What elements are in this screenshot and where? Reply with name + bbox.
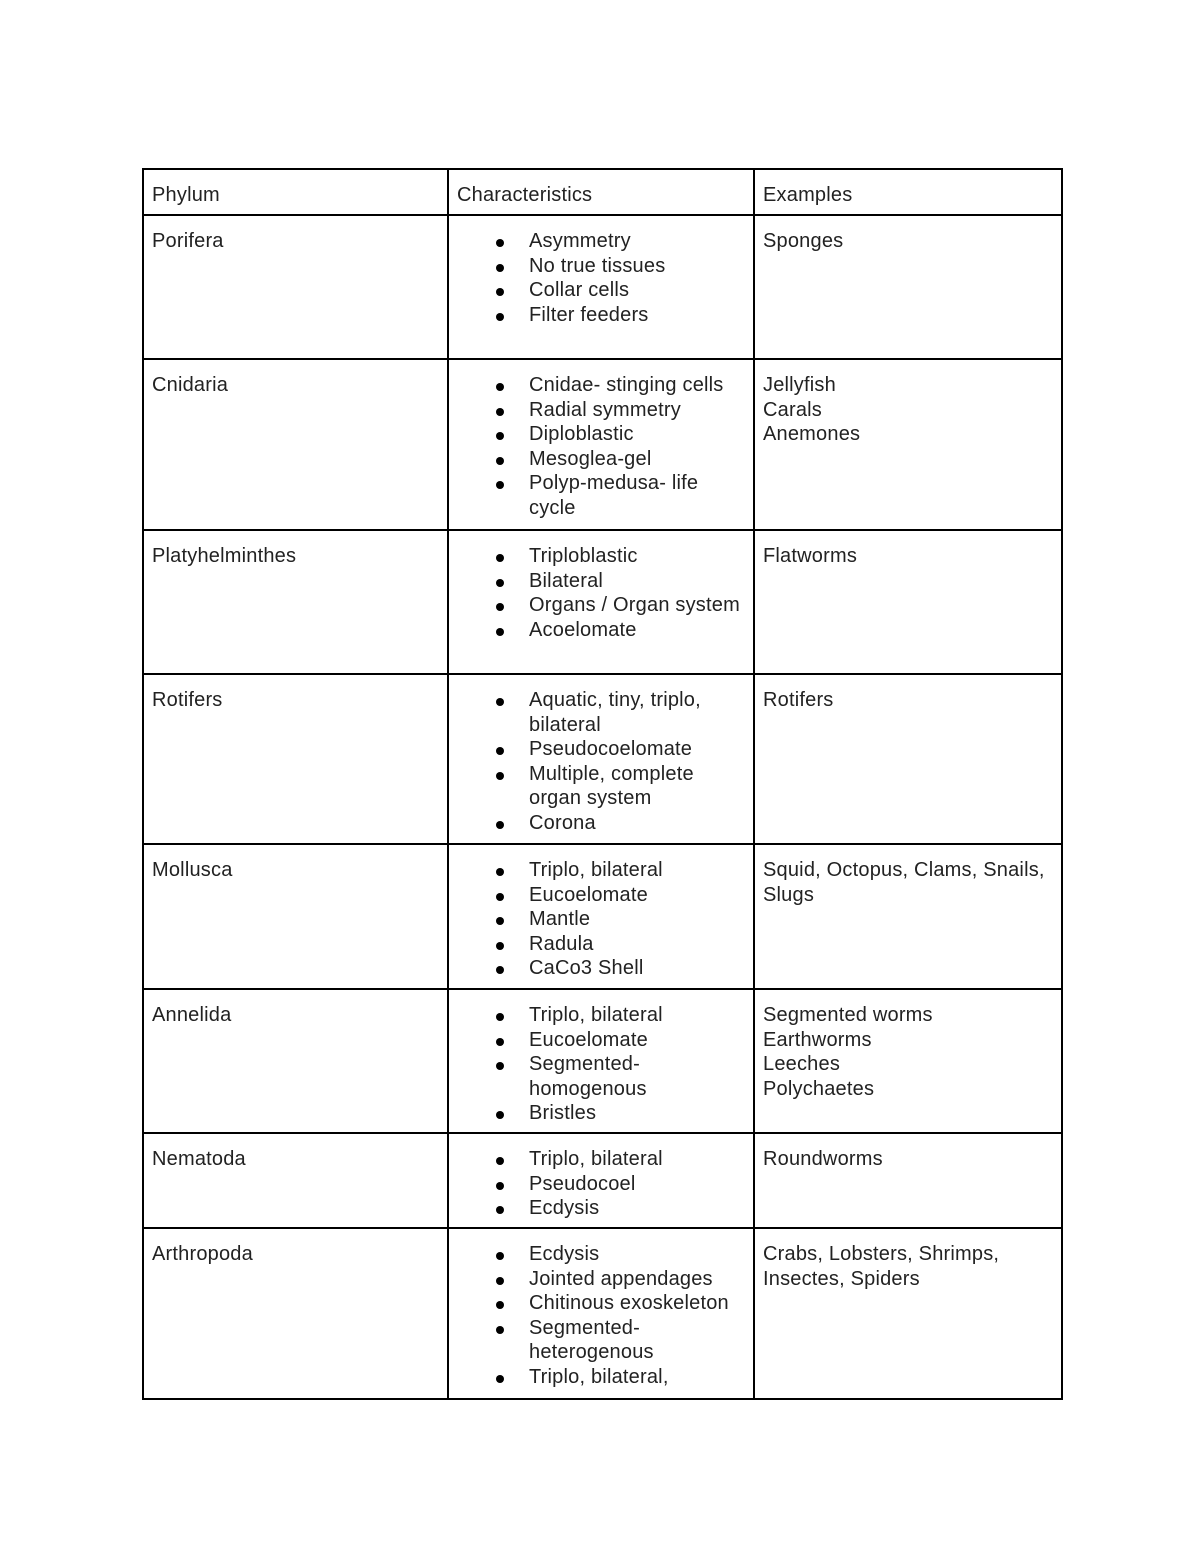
phylum-table [142, 168, 1063, 1400]
characteristics-list [449, 1134, 753, 1221]
table-row [143, 215, 1062, 359]
list-item: Bilateral [529, 569, 745, 594]
list-item: Segmented-heterogenous [529, 1316, 745, 1365]
list-item: Pseudocoel [529, 1172, 745, 1197]
characteristics-list [449, 675, 753, 836]
table-row [143, 1133, 1062, 1228]
examples-cell: Flatworms [754, 530, 1062, 674]
examples-cell: Roundworms [754, 1133, 1062, 1228]
characteristics-cell [448, 844, 754, 989]
characteristics-list [449, 531, 753, 642]
list-item: Aquatic, tiny, triplo, bilateral [529, 688, 745, 737]
characteristics-list [449, 1229, 753, 1390]
list-item: Ecdysis [529, 1242, 745, 1267]
phylum-cell: Mollusca [143, 844, 448, 989]
characteristics-cell [448, 1228, 754, 1399]
list-item: Radula [529, 932, 745, 957]
examples-cell: Segmented worms Earthworms Leeches Polychaetes [754, 989, 1062, 1133]
examples-cell: Sponges [754, 215, 1062, 359]
header-characteristics: Characteristics [448, 169, 754, 215]
list-item: Triplo, bilateral [529, 1147, 745, 1172]
phylum-cell: Platyhelminthes [143, 530, 448, 674]
list-item: Mesoglea-gel [529, 447, 745, 472]
examples-cell: Jellyfish Carals Anemones [754, 359, 1062, 530]
list-item: Jointed appendages [529, 1267, 745, 1292]
list-item: CaCo3 Shell [529, 956, 745, 981]
characteristics-cell [448, 530, 754, 674]
list-item: Asymmetry [529, 229, 745, 254]
phylum-cell: Nematoda [143, 1133, 448, 1228]
list-item: Filter feeders [529, 303, 745, 328]
characteristics-cell [448, 359, 754, 530]
table-row [143, 359, 1062, 530]
list-item: Eucoelomate [529, 1028, 745, 1053]
list-item: Ecdysis [529, 1196, 745, 1221]
list-item: Triplo, bilateral [529, 1003, 745, 1028]
table-row [143, 530, 1062, 674]
table-row [143, 989, 1062, 1133]
list-item: Chitinous exoskeleton [529, 1291, 745, 1316]
list-item: Triplo, bilateral [529, 858, 745, 883]
table-header-row [143, 169, 1062, 215]
list-item: Acoelomate [529, 618, 745, 643]
phylum-cell: Annelida [143, 989, 448, 1133]
examples-cell: Squid, Octopus, Clams, Snails, Slugs [754, 844, 1062, 989]
list-item: Diploblastic [529, 422, 745, 447]
list-item: Organs / Organ system [529, 593, 745, 618]
characteristics-cell [448, 674, 754, 844]
list-item: Bristles [529, 1101, 745, 1126]
characteristics-cell [448, 215, 754, 359]
list-item: Triploblastic [529, 544, 745, 569]
list-item: Segmented-homogenous [529, 1052, 745, 1101]
list-item: Multiple, complete organ system [529, 762, 745, 811]
list-item: Corona [529, 811, 745, 836]
list-item: Cnidae- stinging cells [529, 373, 745, 398]
characteristics-list [449, 990, 753, 1126]
list-item: Mantle [529, 907, 745, 932]
table-row [143, 844, 1062, 989]
list-item: Pseudocoelomate [529, 737, 745, 762]
characteristics-cell [448, 1133, 754, 1228]
list-item: Polyp-medusa- life cycle [529, 471, 745, 520]
table-row [143, 1228, 1062, 1399]
characteristics-list [449, 360, 753, 521]
characteristics-list [449, 845, 753, 981]
phylum-cell: Cnidaria [143, 359, 448, 530]
examples-cell: Crabs, Lobsters, Shrimps, Insectes, Spiders [754, 1228, 1062, 1399]
phylum-cell: Porifera [143, 215, 448, 359]
table-row [143, 674, 1062, 844]
header-examples: Examples [754, 169, 1062, 215]
header-phylum: Phylum [143, 169, 448, 215]
list-item: Radial symmetry [529, 398, 745, 423]
list-item: Triplo, bilateral, [529, 1365, 745, 1390]
list-item: Collar cells [529, 278, 745, 303]
phylum-cell: Rotifers [143, 674, 448, 844]
list-item: No true tissues [529, 254, 745, 279]
phylum-cell: Arthropoda [143, 1228, 448, 1399]
characteristics-cell [448, 989, 754, 1133]
characteristics-list [449, 216, 753, 327]
examples-cell: Rotifers [754, 674, 1062, 844]
list-item: Eucoelomate [529, 883, 745, 908]
